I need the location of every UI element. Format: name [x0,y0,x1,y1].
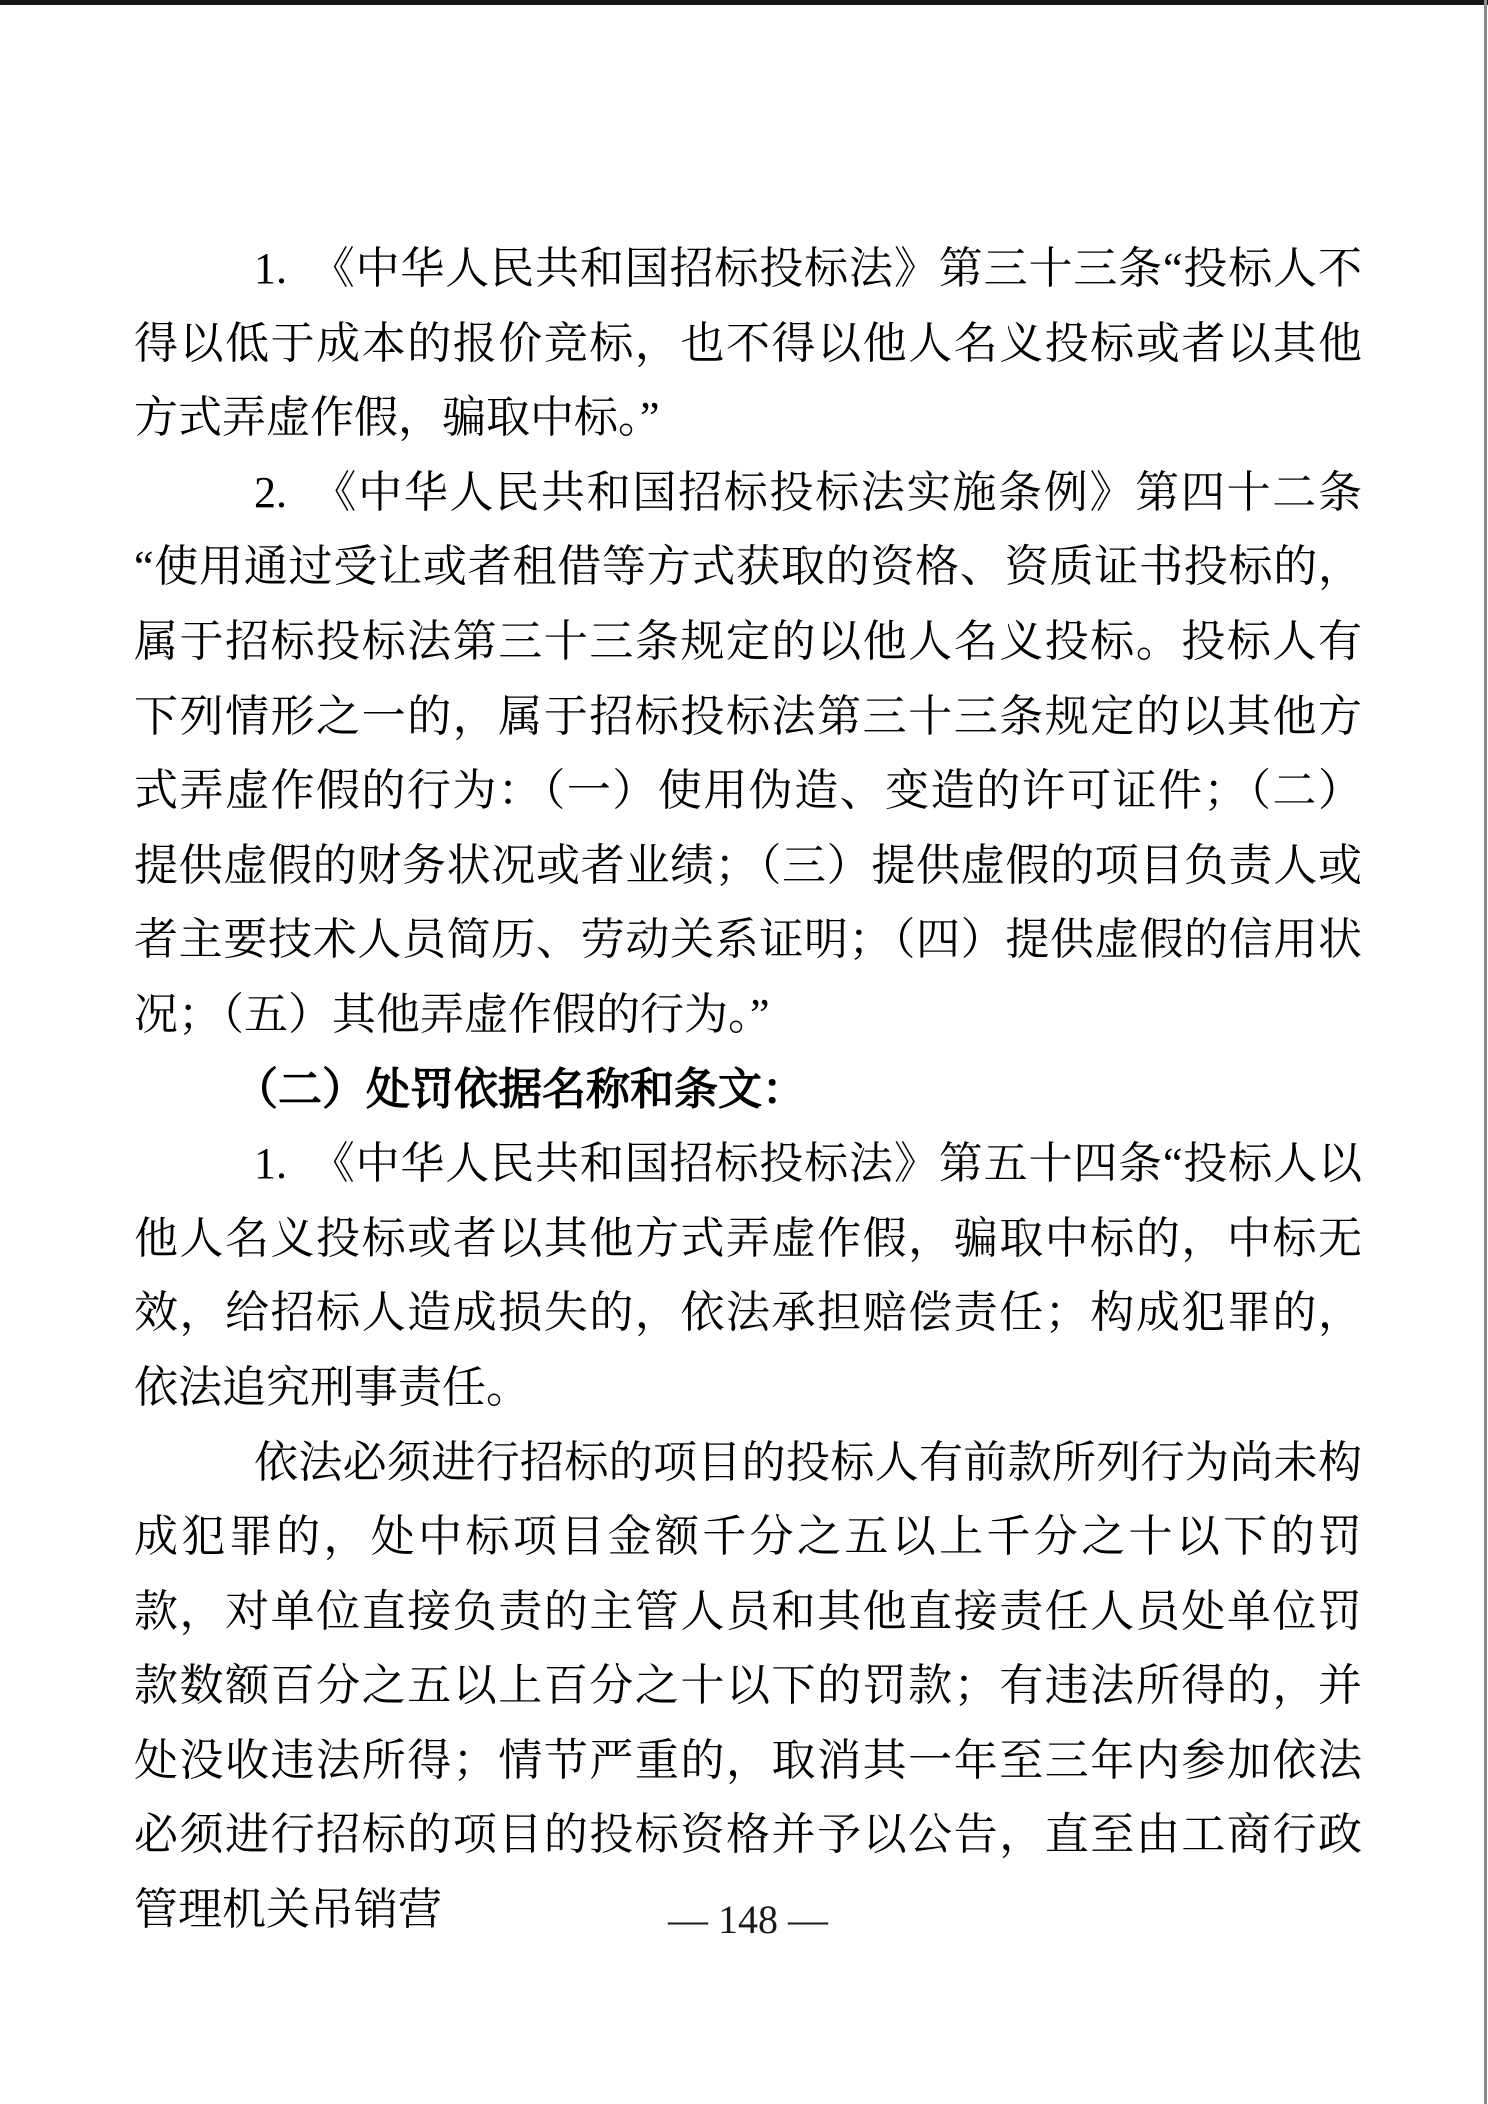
document-body [134,232,1362,1948]
legal-clause-paragraph-3: 1. 《中华人民共和国招标投标法》第五十四条“投标人以他人名义投标或者以其他方式弄虚作假，骗取中标的，中标无效，给招标人造成损失的，依法承担赔偿责任；构成犯罪的，依法追究刑事责任。 [134,1139,1362,1412]
page-right-border [1484,0,1487,2104]
page-number: — 148 — [668,1897,828,1942]
page-top-border [0,0,1488,5]
legal-clause-paragraph-2: 2. 《中华人民共和国招标投标法实施条例》第四十二条“使用通过受让或者租借等方式获取的资格、资质证书投标的，属于招标投标法第三十三条规定的以他人名义投标。投标人有下列情形之一的，属于招标投标法第三十三条规定的以其他方式弄虚作假的行为：（一）使用伪造、变造的许可证件；（二）提供虚假的财务状况或者业绩；（三）提供虚假的项目负责人或者主要技术人员简历、劳动关系证明；（四）提供虚假的信用状况；（五）其他弄虚作假的行为。” [134,467,1362,1039]
section-heading-penalty-basis: （二）处罚依据名称和条文： [234,1064,806,1114]
legal-clause-paragraph-1: 1. 《中华人民共和国招标投标法》第三十三条“投标人不得以低于成本的报价竞标，也不得以他人名义投标或者以其他方式弄虚作假，骗取中标。” [134,244,1362,443]
legal-clause-paragraph-4: 依法必须进行招标的项目的投标人有前款所列行为尚未构成犯罪的，处中标项目金额千分之五以上千分之十以下的罚款，对单位直接负责的主管人员和其他直接责任人员处单位罚款数额百分之五以上百分之十以下的罚款；有违法所得的，并处没收违法所得；情节严重的，取消其一年至三年内参加依法必须进行招标的项目的投标资格并予以公告，直至由工商行政管理机关吊销营 [134,1437,1362,1935]
